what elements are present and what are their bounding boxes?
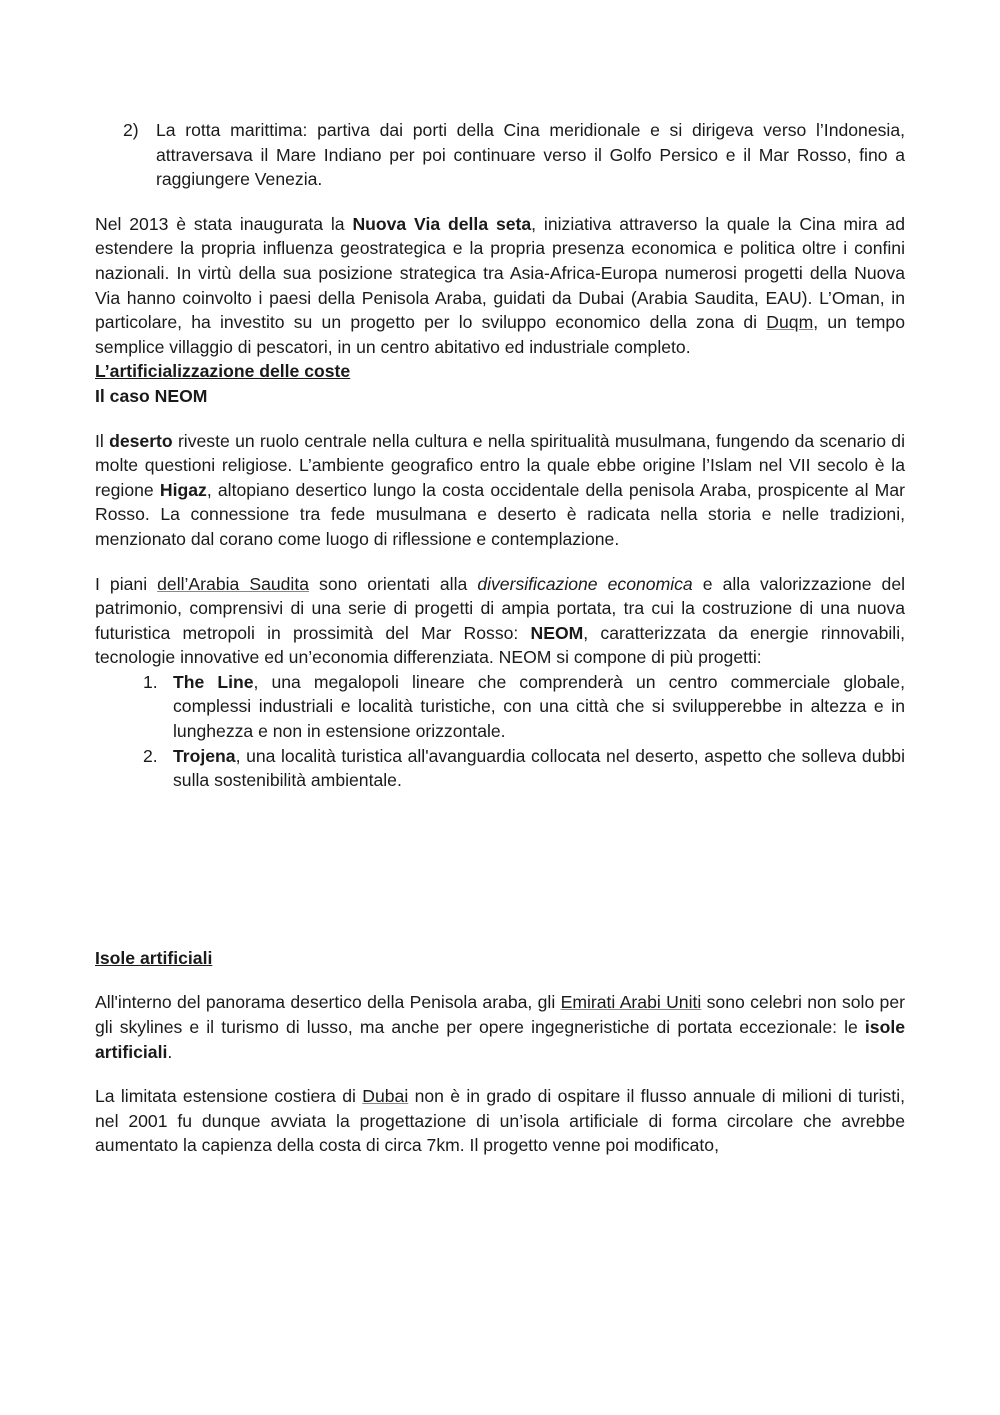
list-item (95, 118, 905, 192)
text-run: . (167, 1041, 173, 1062)
list-item-text: La rotta marittima: partiva dai porti della Cina meridionale e si dirigeva verso l’Indonesia, attraversava il Mare Indiano per poi continuare verso il Golfo Persico e il Mar Rosso, fino a raggiungere Venezia. (156, 120, 905, 190)
bold-term: isole artificiali (95, 1017, 905, 1062)
text-run: La limitata estensione costiera di (95, 1086, 363, 1107)
route-list (95, 118, 905, 192)
text-run: sono orientati alla (309, 573, 478, 594)
link-dubai[interactable]: Dubai (362, 1086, 409, 1107)
list-item-text: , una megalopoli lineare che comprenderà un centro commerciale globale, complessi industriali e località turistiche, con una città che si svilupperebbe in altezza e in lunghezza e non in estensione orizzontale. (173, 671, 905, 742)
list-item (95, 670, 905, 744)
text-run: Nel 2013 è stata inaugurata la (95, 213, 353, 234)
paragraph-nuova-via (95, 212, 905, 360)
bold-term: NEOM (530, 622, 584, 643)
list-item-text: , una località turistica all'avanguardia collocata nel deserto, aspetto che solleva dubbi sulla sostenibilità ambientale. (173, 745, 905, 791)
text-run: , altopiano desertico lungo la costa occidentale della penisola Araba, prospicente al Mar Rosso. La connessione tra fede musulmana e deserto è radicata nella storia e nelle tradizioni, menzionato dal corano come luogo di riflessione e contemplazione. (95, 479, 905, 549)
project-name: Trojena (173, 745, 236, 766)
list-number: 1. (143, 671, 158, 692)
text-run: e alla valorizzazione del patrimonio, comprensivi di una serie di progetti di ampia portata, tra cui la costruzione di una nuova futuristica metropoli in prossimità del Mar Rosso: (95, 573, 906, 643)
text-run: riveste un ruolo centrale nella cultura e nella spiritualità musulmana, fungendo da scenario di molte questioni religiose. L’ambiente geografico entro la quale ebbe origine l’Islam nel VII secolo è la regione (95, 430, 905, 500)
text-run: , iniziativa attraverso la quale la Cina mira ad estendere la propria influenza geostrategica e la propria presenza economica e politica oltre i confini nazionali. In virtù della sua posizione strategica tra Asia-Africa-Europa numerosi progetti della Nuova Via hanno coinvolto i paesi della Penisola Araba, guidati da Dubai (Arabia Saudita, EAU). L’Oman, in particolare, ha investito su un progetto per lo sviluppo economico della zona di (95, 213, 905, 333)
neom-projects-list (95, 670, 905, 793)
text-run: non è in grado di ospitare il flusso annuale di milioni di turisti, nel 2001 fu dunque avviata la progettazione di un’isola artificiale di forma circolare che avrebbe aumentato la capienza della costa di circa 7km. Il progetto venne poi modificato, (95, 1086, 905, 1156)
project-name: The Line (173, 671, 254, 692)
bold-term: Higaz (159, 479, 207, 500)
section-heading-isole: Isole artificiali (95, 947, 213, 968)
text-run: , caratterizzata da energie rinnovabili, tecnologie innovative ed un’economia differenziata. NEOM si compone di più progetti: (95, 622, 905, 668)
bold-term: Nuova Via della seta (352, 213, 532, 234)
text-run: Il (95, 430, 110, 451)
link-emirati[interactable]: Emirati Arabi Uniti (560, 992, 702, 1013)
list-item (95, 744, 905, 793)
text-run: sono celebri non solo per gli skylines e il turismo di lusso, ma anche per opere ingegneristiche di portata eccezionale: le (95, 992, 905, 1038)
paragraph-deserto (95, 429, 905, 552)
paragraph-emirati (95, 990, 905, 1064)
text-run: , un tempo semplice villaggio di pescatori, in un centro abitativo ed industriale completo. (95, 312, 905, 357)
document-page (95, 118, 905, 1158)
text-run: All'interno del panorama desertico della Penisola araba, gli (95, 992, 561, 1013)
paragraph-dubai (95, 1084, 905, 1158)
paragraph-piani (95, 572, 905, 670)
link-arabia-saudita[interactable]: dell’Arabia Saudita (157, 573, 310, 594)
link-duqm[interactable]: Duqm (766, 312, 814, 333)
list-number: 2) (123, 120, 139, 140)
subsection-heading-neom: Il caso NEOM (95, 385, 208, 406)
bold-term: deserto (109, 430, 173, 451)
text-run: I piani (95, 573, 158, 594)
list-number: 2. (143, 745, 158, 766)
italic-term: diversificazione economica (477, 573, 693, 594)
section-heading-coste: L’artificializzazione delle coste (95, 361, 351, 382)
